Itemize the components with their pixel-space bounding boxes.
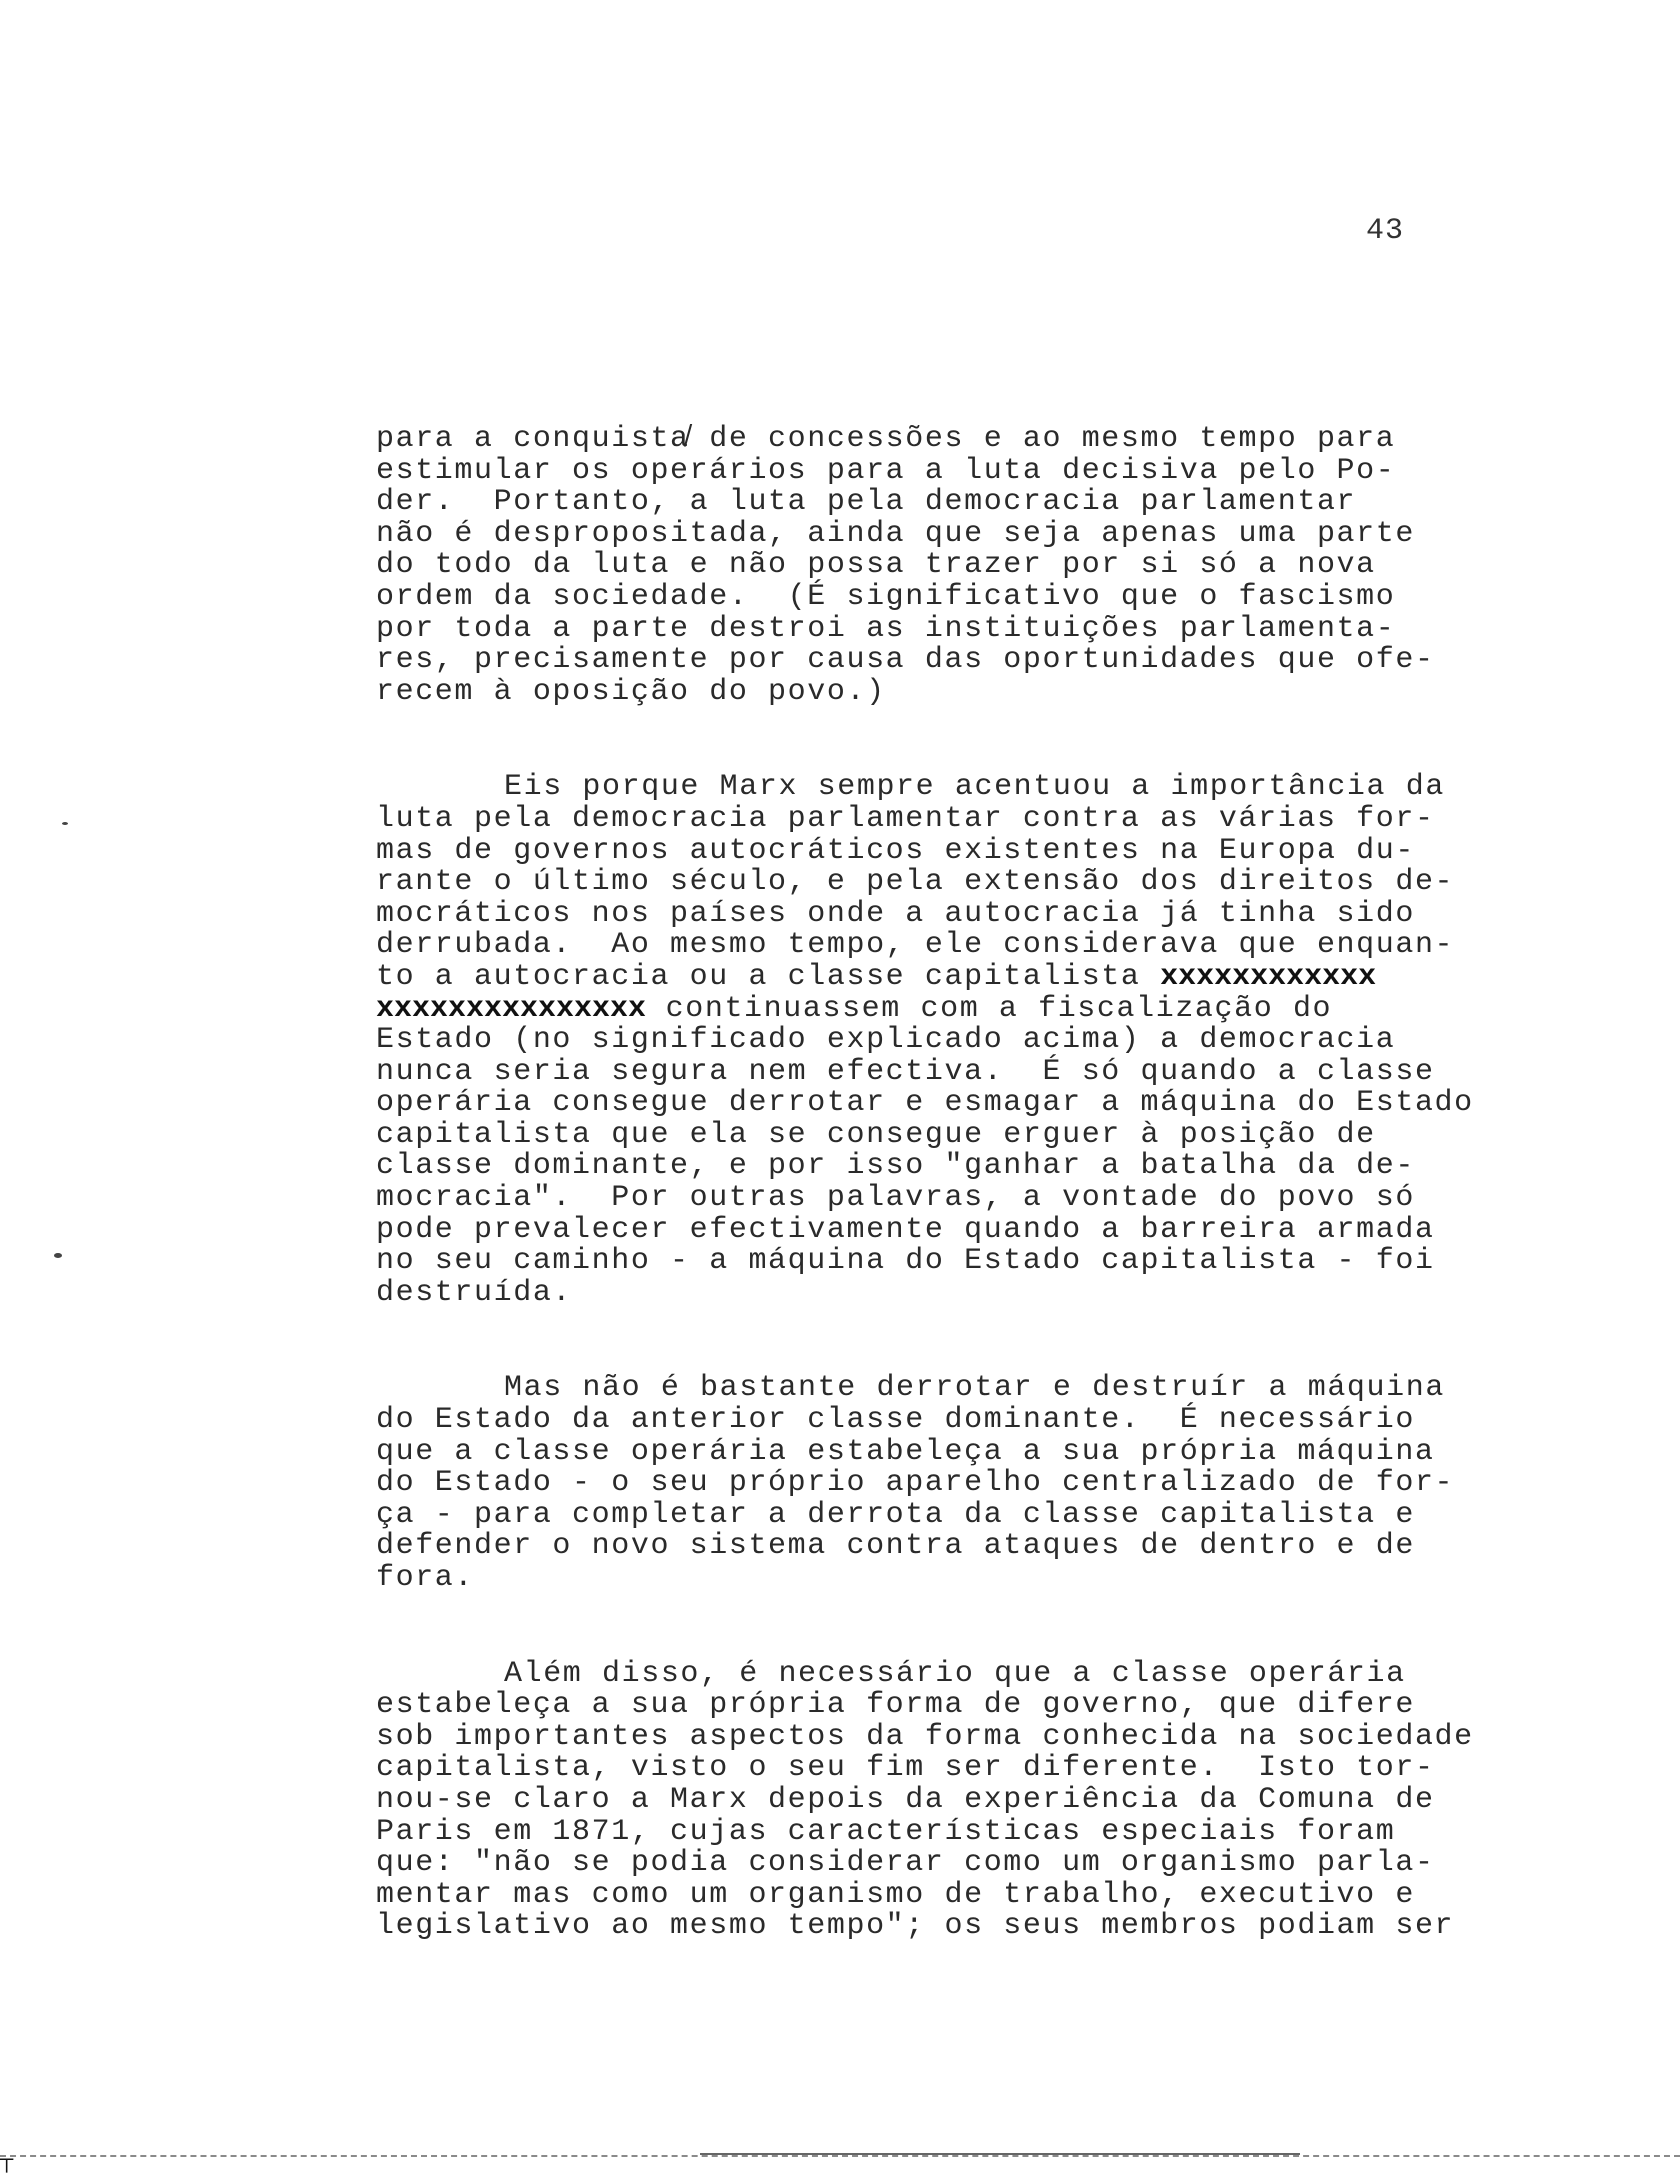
text-line: do Estado - o seu próprio aparelho centralizado de for- [376,1466,1455,1501]
paragraph-4 [376,1656,1526,1944]
paragraph-1 [376,424,1526,708]
text-line: pode prevalecer efectivamente quando a barreira armada [376,1212,1435,1247]
text-line: derrubada. Ao mesmo tempo, ele considerava que enquan- [376,928,1455,963]
text-line: operária consegue derrotar e esmagar a máquina do Estado [376,1086,1474,1121]
text-line: der. Portanto, a luta pela democracia parlamentar [376,485,1357,520]
text-line: do Estado da anterior classe dominante. É necessário [376,1403,1415,1438]
text-line: capitalista, visto o seu fim ser diferente. Isto tor- [376,1751,1435,1786]
text-line: que a classe operária estabeleça a sua própria máquina [376,1434,1435,1469]
text-line-with-strikeout [376,959,1526,994]
text-line: fora. [376,1561,475,1595]
text-line: Estado (no significado explicado acima) a democracia [376,1023,1396,1058]
text-line: ça - para completar a derrota da classe capitalista e [376,1497,1415,1532]
text-line: mocracia". Por outras palavras, a vontade do povo só [376,1181,1415,1216]
text-line: do todo da luta e não possa trazer por si só a nova [376,548,1376,583]
text-line: ordem da sociedade. (É significativo que o fascismo [376,579,1396,614]
text-line: legislativo ao mesmo tempo"; os seus membros podiam ser [376,1909,1455,1944]
scan-speck [54,1253,62,1258]
scan-speck [62,822,68,825]
text-line: para a conquista̸ de concessões e ao mesmo tempo para [376,422,1396,456]
text-line: nunca seria segura nem efectiva. É só quando a classe [376,1054,1435,1089]
text-line: to a autocracia ou a classe capitalista [376,959,1161,994]
text-line: que: "não se podia considerar como um organismo parla- [376,1846,1435,1881]
corner-mark: ┬ [0,2148,14,2173]
struck-text: xxxxxxxxxxxxxxx [376,991,647,1026]
text-line: Eis porque Marx sempre acentuou a importância da [504,770,1445,805]
struck-text: xxxxxxxxxxxx [1160,959,1377,994]
text-line: sob importantes aspectos da forma conhecida na sociedade [376,1719,1474,1754]
text-line: res, precisamente por causa das oportunidades que ofe- [376,643,1435,678]
page-bottom-edge-solid [700,2153,1300,2155]
paragraph-3 [376,1373,1526,1594]
text-line: Paris em 1871, cujas características especiais foram [376,1814,1396,1849]
text-line: mocráticos nos países onde a autocracia já tinha sido [376,896,1415,931]
text-line: estimular os operários para a luta decisiva pelo Po- [376,453,1396,488]
text-line: no seu caminho - a máquina do Estado capitalista - foi [376,1244,1435,1279]
text-line: classe dominante, e por isso "ganhar a batalha da de- [376,1149,1415,1184]
text-line: não é despropositada, ainda que seja apenas uma parte [376,516,1415,551]
text-line: mas de governos autocráticos existentes na Europa du- [376,833,1415,868]
text-line: nou-se claro a Marx depois da experiência da Comuna de [376,1782,1435,1817]
text-line: Mas não é bastante derrotar e destruír a máquina [504,1371,1445,1406]
text-line: rante o último século, e pela extensão dos direitos de- [376,865,1455,900]
body-text [376,424,1526,2007]
text-line: por toda a parte destroi as instituições parlamenta- [376,611,1396,646]
text-line-with-strikeout [376,991,1526,1026]
text-line: Além disso, é necessário que a classe operária [504,1656,1406,1691]
text-line: mentar mas como um organismo de trabalho, executivo e [376,1877,1415,1912]
text-line: defender o novo sistema contra ataques de dentro e de [376,1529,1415,1564]
page-bottom-edge [0,2155,1680,2157]
text-line: recem à oposição do povo.) [376,674,886,709]
paragraph-2 [376,772,1526,1309]
text-line: destruída. [376,1275,573,1310]
page-number: 43 [1366,214,1405,248]
text-line: luta pela democracia parlamentar contra as várias for- [376,801,1435,836]
text-line: continuassem com a fiscalização do [646,991,1333,1026]
text-line: capitalista que ela se consegue erguer à posição de [376,1117,1376,1152]
text-line: estabeleça a sua própria forma de governo, que difere [376,1688,1415,1723]
